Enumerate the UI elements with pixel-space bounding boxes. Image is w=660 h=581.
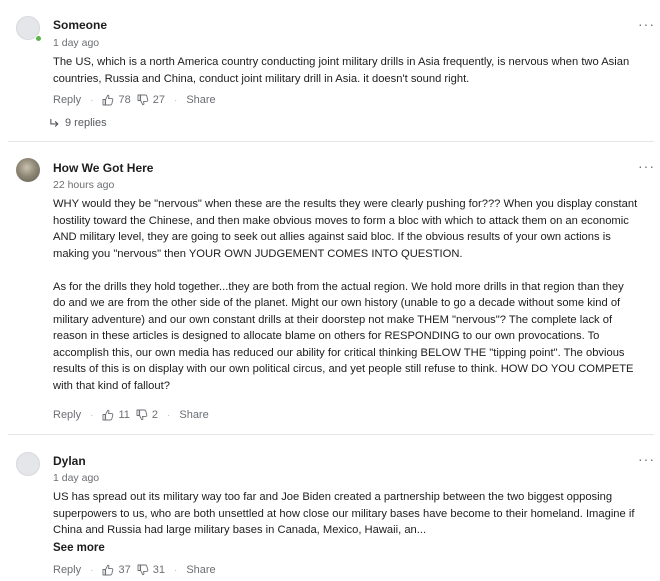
like-count: 11 — [118, 409, 130, 421]
more-options-icon[interactable]: ··· — [638, 16, 655, 32]
avatar[interactable] — [16, 158, 40, 182]
comment-how-we-got-here — [0, 142, 660, 434]
comment-author[interactable]: How We Got Here — [53, 161, 154, 175]
action-separator: · — [173, 564, 178, 576]
comment-dylan — [0, 435, 660, 581]
comment-timestamp: 22 hours ago — [53, 179, 115, 191]
comment-actions — [53, 407, 209, 423]
comment-text: The US, which is a north America country conducting joint military drills in Asia frequently, is nervous when two Asian countries, Russia and China, conduct joint military drill in Asia. it doesn't sound right. — [53, 56, 630, 85]
comment-someone — [0, 0, 660, 140]
view-replies-button[interactable] — [49, 117, 107, 129]
thumbs-down-icon — [136, 409, 148, 421]
comment-text: WHY would they be "nervous" when these are the results they were clearly pushing for??? When you display constant hostility toward the Chinese, and then make obvious moves to form a bloc with which to attack them on an economic AND military level, they are going to seek out allies against said bloc. If the obvious results of your own actions is making you "nervous" then YOUR OWN JUDGEMENT COMES INTO QUESTION. As for the drills they hold together...they are both from the actual region. We hold more drills in that region than they do and we are from the other side of the planet. Might our own history (unable to go a decade without some kind of military adventure) and our own constant drills at their doorstep not make THEM "nervous"? The complete lack of reason in these articles is designed to allocate blame on others for RESPONDING to our own provocations. To accomplish this, our own media has reduced our ability for critical thinking BELOW THE "tipping point". The obvious results of this is on display with our own political circus, and yet people still refuse to think. HOW DO YOU COMPETE with that kind of fallout? — [53, 198, 638, 392]
reply-arrow-icon — [49, 118, 60, 129]
dislike-count: 2 — [151, 409, 159, 421]
action-separator: · — [90, 94, 94, 106]
dislike-button[interactable] — [137, 94, 165, 106]
like-count: 37 — [118, 564, 131, 576]
thumbs-up-icon — [102, 94, 114, 106]
like-button[interactable] — [102, 409, 129, 421]
avatar[interactable] — [16, 452, 40, 476]
action-separator: · — [90, 564, 94, 576]
more-options-icon[interactable]: ··· — [638, 451, 655, 467]
more-options-icon[interactable]: ··· — [638, 158, 655, 174]
share-button[interactable]: Share — [186, 564, 216, 576]
action-separator: · — [167, 409, 171, 421]
like-count: 78 — [118, 94, 131, 106]
like-button[interactable] — [102, 94, 130, 106]
comment-actions — [53, 562, 216, 578]
dislike-button[interactable] — [136, 409, 158, 421]
dislike-count: 31 — [152, 564, 165, 576]
share-button[interactable]: Share — [179, 409, 209, 421]
thumbs-up-icon — [102, 409, 114, 421]
comment-actions — [53, 92, 216, 108]
comment-author[interactable]: Someone — [53, 18, 108, 32]
online-status-indicator — [35, 35, 42, 42]
see-more-link[interactable]: See more — [53, 542, 105, 554]
thumbs-down-icon — [137, 564, 149, 576]
comment-timestamp: 1 day ago — [53, 472, 100, 484]
reply-button[interactable]: Reply — [53, 94, 82, 106]
reply-button[interactable]: Reply — [53, 564, 82, 576]
action-separator: · — [173, 94, 178, 106]
comment-timestamp: 1 day ago — [53, 37, 100, 49]
dislike-count: 27 — [152, 94, 165, 106]
action-separator: · — [90, 409, 94, 421]
comment-author[interactable]: Dylan — [53, 454, 86, 468]
comment-text: US has spread out its military way too far and Joe Biden created a partnership between the two biggest opposing superpowers to us, who are both unsettled at how close our military bases have become to their homeland. Imagine if China and Russia had large military bases in Canada, Mexico, Hawaii, an... — [53, 491, 635, 536]
thumbs-up-icon — [102, 564, 114, 576]
replies-count-label: 9 replies — [65, 117, 107, 129]
share-button[interactable]: Share — [186, 94, 216, 106]
like-button[interactable] — [102, 564, 130, 576]
thumbs-down-icon — [137, 94, 149, 106]
reply-button[interactable]: Reply — [53, 409, 82, 421]
dislike-button[interactable] — [137, 564, 165, 576]
